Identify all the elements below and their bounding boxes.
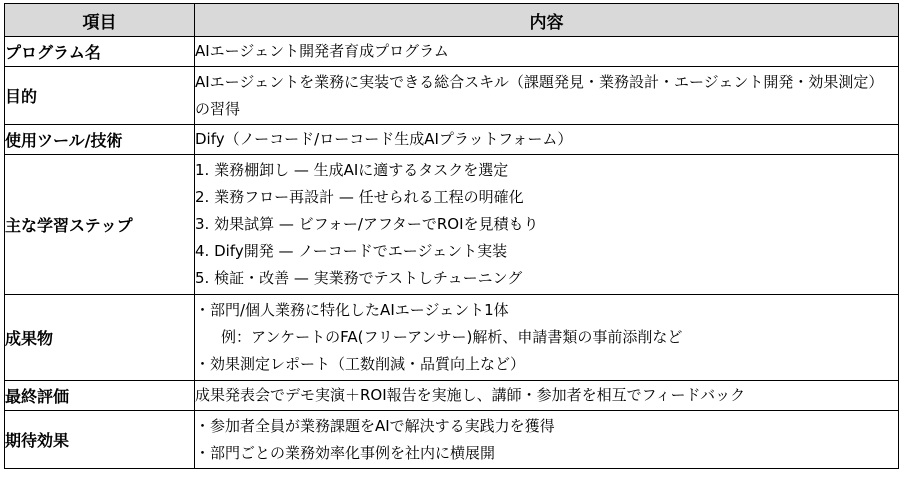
row-label-tools: 使用ツール/技術 bbox=[5, 125, 195, 155]
table-row bbox=[5, 37, 899, 67]
table-row bbox=[5, 67, 899, 125]
bullet-item: ・効果測定レポート（工数削減・品質向上など） bbox=[195, 355, 526, 373]
table-row bbox=[5, 411, 899, 469]
row-content-learning-steps bbox=[195, 155, 899, 295]
row-content-program-name bbox=[195, 37, 899, 67]
step-item: 4. Dify開発 — ノーコードでエージェント実装 bbox=[195, 242, 508, 260]
row-content-tools bbox=[195, 125, 899, 155]
header-item: 項目 bbox=[5, 4, 195, 37]
row-content-expected-effects bbox=[195, 411, 899, 469]
row-label-learning-steps: 主な学習ステップ bbox=[5, 155, 195, 295]
bullet-item: ・部門/個人業務に特化したAIエージェント1体 bbox=[195, 301, 509, 319]
content-line: AIエージェント開発者育成プログラム bbox=[195, 42, 449, 60]
step-item: 5. 検証・改善 — 実業務でテストしチューニング bbox=[195, 269, 523, 287]
table-header-row bbox=[5, 4, 899, 37]
row-label-program-name: プログラム名 bbox=[5, 37, 195, 67]
example-line: 例：アンケートのFA(フリーアンサー)解析、申請書類の事前添削など bbox=[221, 328, 683, 346]
row-label-deliverables: 成果物 bbox=[5, 295, 195, 381]
content-line: AIエージェントを業務に実装できる総合スキル（課題発見・業務設計・エージェント開発・効果測定）の習得 bbox=[195, 72, 884, 118]
content-line: Dify（ノーコード/ローコード生成AIプラットフォーム） bbox=[195, 130, 573, 148]
row-label-expected-effects: 期待効果 bbox=[5, 411, 195, 469]
table-row bbox=[5, 155, 899, 295]
content-line: 成果発表会でデモ実演＋ROI報告を実施し、講師・参加者を相互でフィードバック bbox=[195, 386, 746, 404]
bullet-item: ・参加者全員が業務課題をAIで解決する実践力を獲得 bbox=[195, 416, 555, 435]
table-row bbox=[5, 381, 899, 411]
table-row bbox=[5, 125, 899, 155]
program-spec-table bbox=[4, 3, 899, 469]
row-label-final-evaluation: 最終評価 bbox=[5, 381, 195, 411]
bullet-item: ・部門ごとの業務効率化事例を社内に横展開 bbox=[195, 443, 496, 462]
row-label-purpose: 目的 bbox=[5, 67, 195, 125]
step-item: 3. 効果試算 — ビフォー/アフターでROIを見積もり bbox=[195, 215, 539, 233]
header-content: 内容 bbox=[195, 4, 899, 37]
step-item: 2. 業務フロー再設計 — 任せられる工程の明確化 bbox=[195, 188, 524, 206]
program-spec-table-container bbox=[4, 3, 899, 469]
row-content-deliverables bbox=[195, 295, 899, 381]
row-content-final-evaluation bbox=[195, 381, 899, 411]
row-content-purpose bbox=[195, 67, 899, 125]
table-row bbox=[5, 295, 899, 381]
step-item: 1. 業務棚卸し — 生成AIに適するタスクを選定 bbox=[195, 161, 509, 179]
